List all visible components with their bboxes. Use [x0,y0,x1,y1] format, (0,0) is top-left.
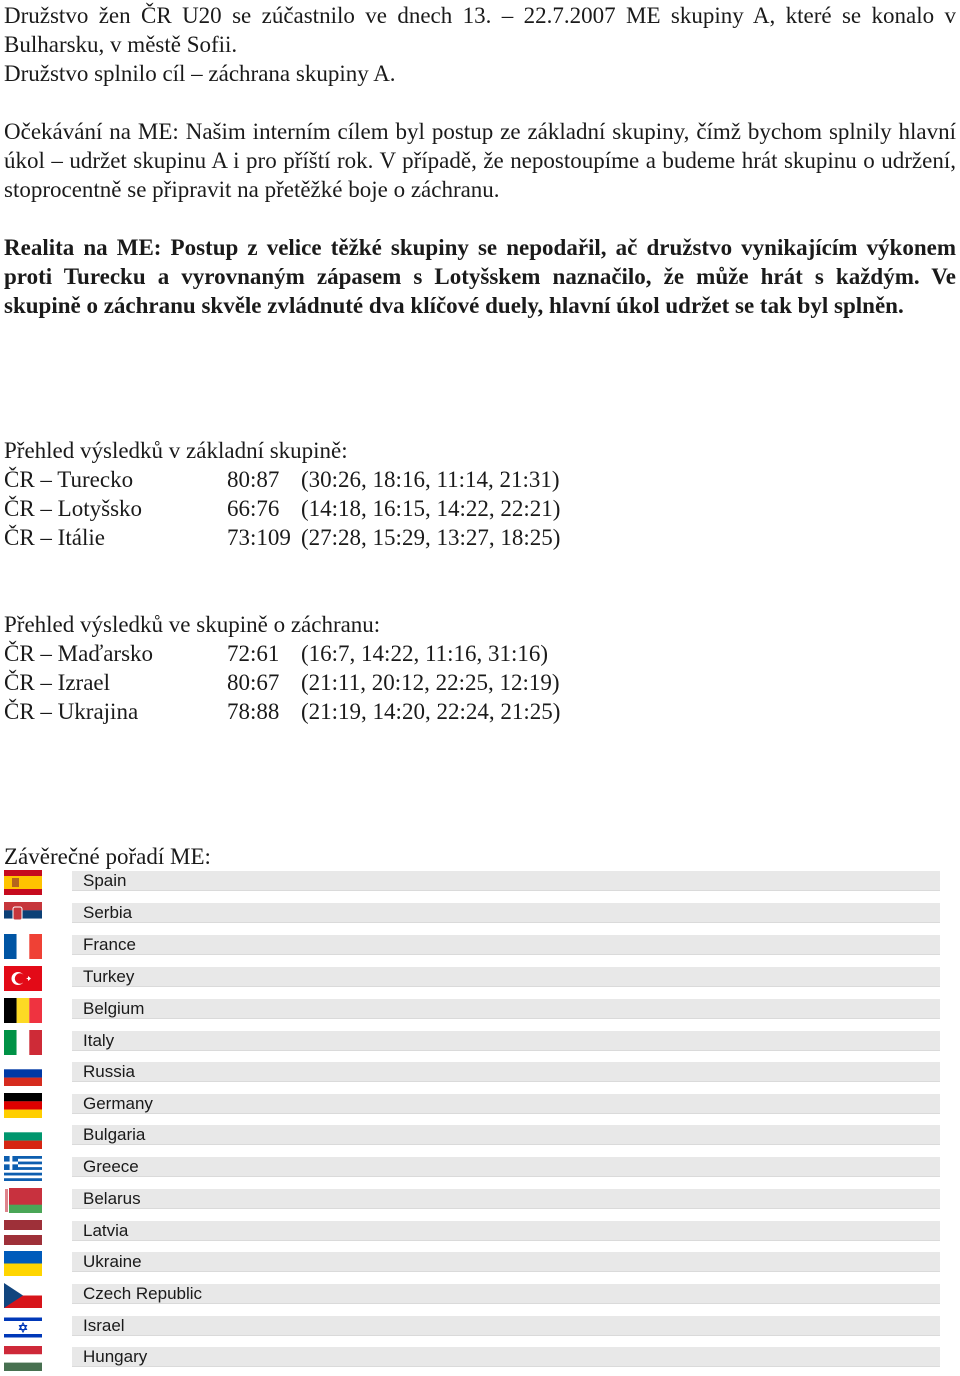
match-name: ČR – Ukrajina [4,699,139,724]
standing-bar [72,1062,940,1082]
serbia-flag-icon [4,902,42,927]
standing-bar [72,1189,940,1209]
team-name: France [83,935,136,954]
match-score: 73:109 [227,525,291,550]
standing-row [0,964,960,996]
quarter-scores: (27:28, 15:29, 13:27, 18:25) [301,525,561,550]
team-name: Hungary [83,1347,148,1366]
turkey-flag-icon [4,966,42,991]
latvia-flag-icon [4,1220,42,1245]
standing-bar [72,1031,940,1051]
standing-bar [72,1284,940,1304]
match-score: 78:88 [227,699,280,724]
match-name: ČR – Lotyšsko [4,496,143,521]
standing-row [0,1122,960,1154]
match-name: ČR – Turecko [4,467,134,492]
team-name: Russia [83,1062,135,1081]
standing-row [0,1154,960,1186]
standing-bar [72,1347,940,1367]
expectation-paragraph: Očekávání na ME: Našim interním cílem byl postup ze základní skupiny, čímž bychom splnily hlavní úkol – udržet skupinu A i pro příští rok. V případě, že nepostoupíme a budeme hrát skupinu o udržení, stoprocentně se připravit na přetěžké boje o záchranu. [4,119,956,202]
reality-paragraph: Realita na ME: Postup z velice těžké skupiny se nepodařil, ač družstvo vynikajícím výkonem proti Turecku a vyrovnaným zápasem s Lotyšskem naznačilo, že může hrát s každým. Ve skupině o záchranu skvěle zvládnuté dva klíčové duely, hlavní úkol udržet se tak byl splněn. [4,235,956,318]
germany-flag-icon [4,1093,42,1118]
quarter-scores: (14:18, 16:15, 14:22, 22:21) [301,496,561,521]
israel-flag-icon [4,1315,42,1340]
team-name: Israel [83,1316,125,1335]
standing-bar [72,1221,940,1241]
team-name: Serbia [83,903,133,922]
quarter-scores: (21:19, 14:20, 22:24, 21:25) [301,699,561,724]
standing-row [0,1218,960,1250]
standing-bar [72,935,940,955]
match-name: ČR – Izrael [4,670,111,695]
final-standings-heading: Závěrečné pořadí ME: [4,844,211,869]
team-name: Latvia [83,1221,129,1240]
match-score: 72:61 [227,641,280,666]
relegation-results-heading: Přehled výsledků ve skupině o záchranu: [4,612,381,637]
standing-row [0,932,960,964]
standing-bar [72,1316,940,1336]
russia-flag-icon [4,1061,42,1086]
standing-row [0,1091,960,1123]
belgium-flag-icon [4,998,42,1023]
standing-bar [72,1094,940,1114]
standing-row [0,900,960,932]
czech-flag-icon [4,1283,42,1308]
team-name: Germany [83,1094,153,1113]
team-name: Turkey [83,967,135,986]
standing-bar [72,967,940,987]
team-name: Ukraine [83,1252,142,1271]
standing-bar [72,903,940,923]
standing-row [0,1028,960,1060]
standing-row [0,868,960,900]
quarter-scores: (30:26, 18:16, 11:14, 21:31) [301,467,560,492]
team-name: Belgium [83,999,145,1018]
standing-row [0,1186,960,1218]
standing-row [0,1313,960,1345]
match-score: 80:67 [227,670,280,695]
standing-bar [72,999,940,1019]
intro-paragraph: Družstvo žen ČR U20 se zúčastnilo ve dnech 13. – 22.7.2007 ME skupiny A, které se konalo v Bulharsku, v městě Sofii. [4,3,956,57]
standing-row [0,1059,960,1091]
team-name: Spain [83,871,127,890]
match-name: ČR – Maďarsko [4,641,154,666]
match-score: 66:76 [227,496,280,521]
spain-flag-icon [4,870,42,895]
team-name: Belarus [83,1189,141,1208]
match-score: 80:87 [227,467,280,492]
standing-bar [72,1252,940,1272]
standing-bar [72,871,940,891]
bulgaria-flag-icon [4,1124,42,1149]
belarus-flag-icon [4,1188,42,1213]
standing-bar [72,1157,940,1177]
greece-flag-icon [4,1156,42,1181]
goal-sentence: Družstvo splnilo cíl – záchrana skupiny A. [4,61,396,86]
standing-bar [72,1125,940,1145]
hungary-flag-icon [4,1346,42,1371]
france-flag-icon [4,934,42,959]
italy-flag-icon [4,1030,42,1055]
ukraine-flag-icon [4,1251,42,1276]
match-name: ČR – Itálie [4,525,105,550]
quarter-scores: (21:11, 20:12, 22:25, 12:19) [301,670,560,695]
standing-row [0,1249,960,1281]
standing-row [0,1281,960,1313]
team-name: Greece [83,1157,139,1176]
team-name: Bulgaria [83,1125,146,1144]
standing-row [0,996,960,1028]
team-name: Italy [83,1031,115,1050]
team-name: Czech Republic [83,1284,203,1303]
quarter-scores: (16:7, 14:22, 11:16, 31:16) [301,641,549,666]
group-results-heading: Přehled výsledků v základní skupině: [4,438,348,463]
standing-row [0,1344,960,1376]
